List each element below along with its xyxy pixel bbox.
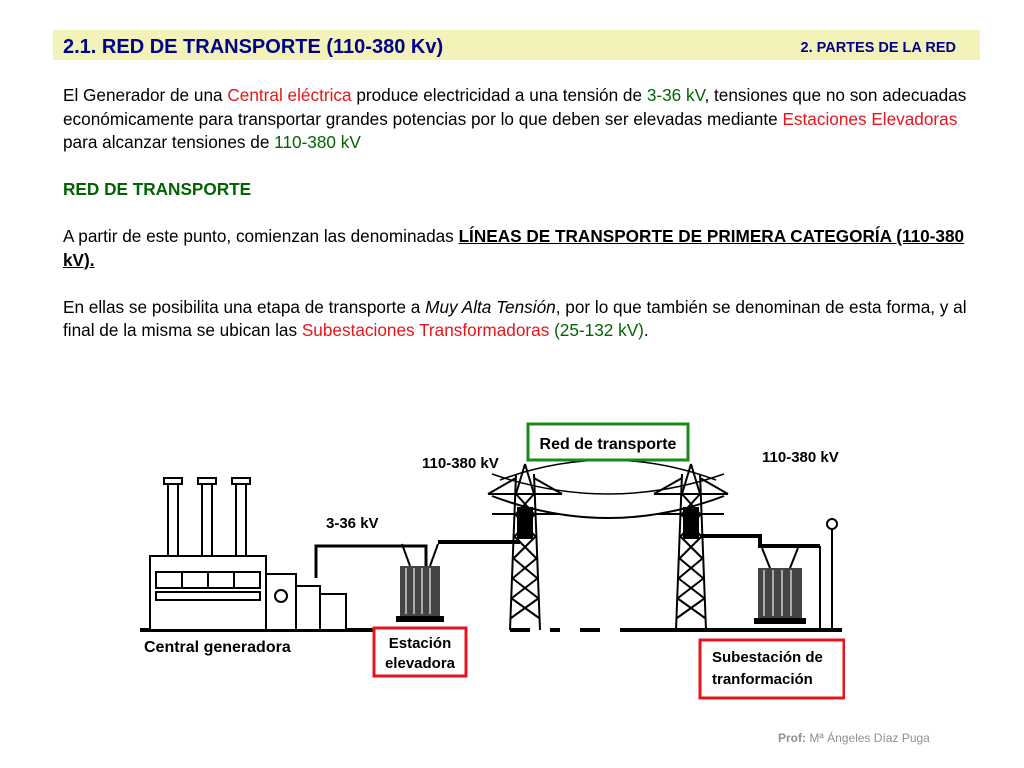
footer-name: Mª Ángeles Díaz Puga xyxy=(806,731,930,745)
section-label: 2. PARTES DE LA RED xyxy=(800,40,956,56)
text-run: . xyxy=(643,320,649,340)
label-sub-1: Subestación de xyxy=(712,649,823,666)
text-run: , por lo que también se denominan de esta forma, y al final de la misma se ubican las xyxy=(63,296,967,340)
voltage-substation: (25-132 kV) xyxy=(554,320,644,340)
text-run: para alcanzar tensiones de xyxy=(63,132,275,152)
substation-transformer-icon xyxy=(754,519,837,630)
label-central-generadora: Central generadora xyxy=(144,639,291,656)
text-run: El Generador de una xyxy=(63,85,228,105)
text-run: A partir de este punto, comienzan las denominadas xyxy=(63,226,459,246)
lineas-primera-categoria: LÍNEAS DE TRANSPORTE DE PRIMERA CATEGORÍA (110-380 kV). xyxy=(63,226,965,270)
body-text xyxy=(63,84,983,343)
footer-credit xyxy=(778,731,930,745)
subestaciones-term: Subestaciones Transformadoras xyxy=(301,320,550,340)
text-run: produce electricidad a una tensión de xyxy=(351,85,647,105)
title-bar xyxy=(53,30,980,60)
text-run: En ellas se posibilita una etapa de transporte a xyxy=(63,296,426,317)
label-red-transporte: Red de transporte xyxy=(539,436,677,453)
central-electrica-term: Central eléctrica xyxy=(227,85,352,105)
label-estacion-1: Estación xyxy=(388,635,452,652)
estaciones-elevadoras-term: Estaciones Elevadoras xyxy=(782,108,958,129)
label-hv-left: 110-380 kV xyxy=(422,455,499,472)
subheading: RED DE TRANSPORTE xyxy=(63,179,252,199)
paragraph-intro xyxy=(63,84,983,155)
label-sub-2: tranformación xyxy=(712,671,813,688)
muy-alta-tension-term: Muy Alta Tensión xyxy=(425,296,556,317)
paragraph-lines xyxy=(63,225,983,272)
label-estacion-2: elevadora xyxy=(384,655,456,672)
label-gen-voltage: 3-36 kV xyxy=(326,515,379,532)
voltage-generator: 3-36 kV xyxy=(646,85,705,105)
page-title: 2.1. RED DE TRANSPORTE (110-380 Kv) xyxy=(63,36,444,58)
paragraph-mat xyxy=(63,296,983,343)
step-up-transformer-icon xyxy=(396,544,444,622)
footer-prof-label: Prof: xyxy=(778,731,806,745)
text-run: , tensiones que no son adecuadas económicamente para transportar grandes potencias por lo que deben ser elevadas mediante xyxy=(63,85,967,129)
transport-network-diagram xyxy=(130,418,845,703)
voltage-transport: 110-380 kV xyxy=(274,132,361,152)
label-hv-right: 110-380 kV xyxy=(762,449,839,466)
